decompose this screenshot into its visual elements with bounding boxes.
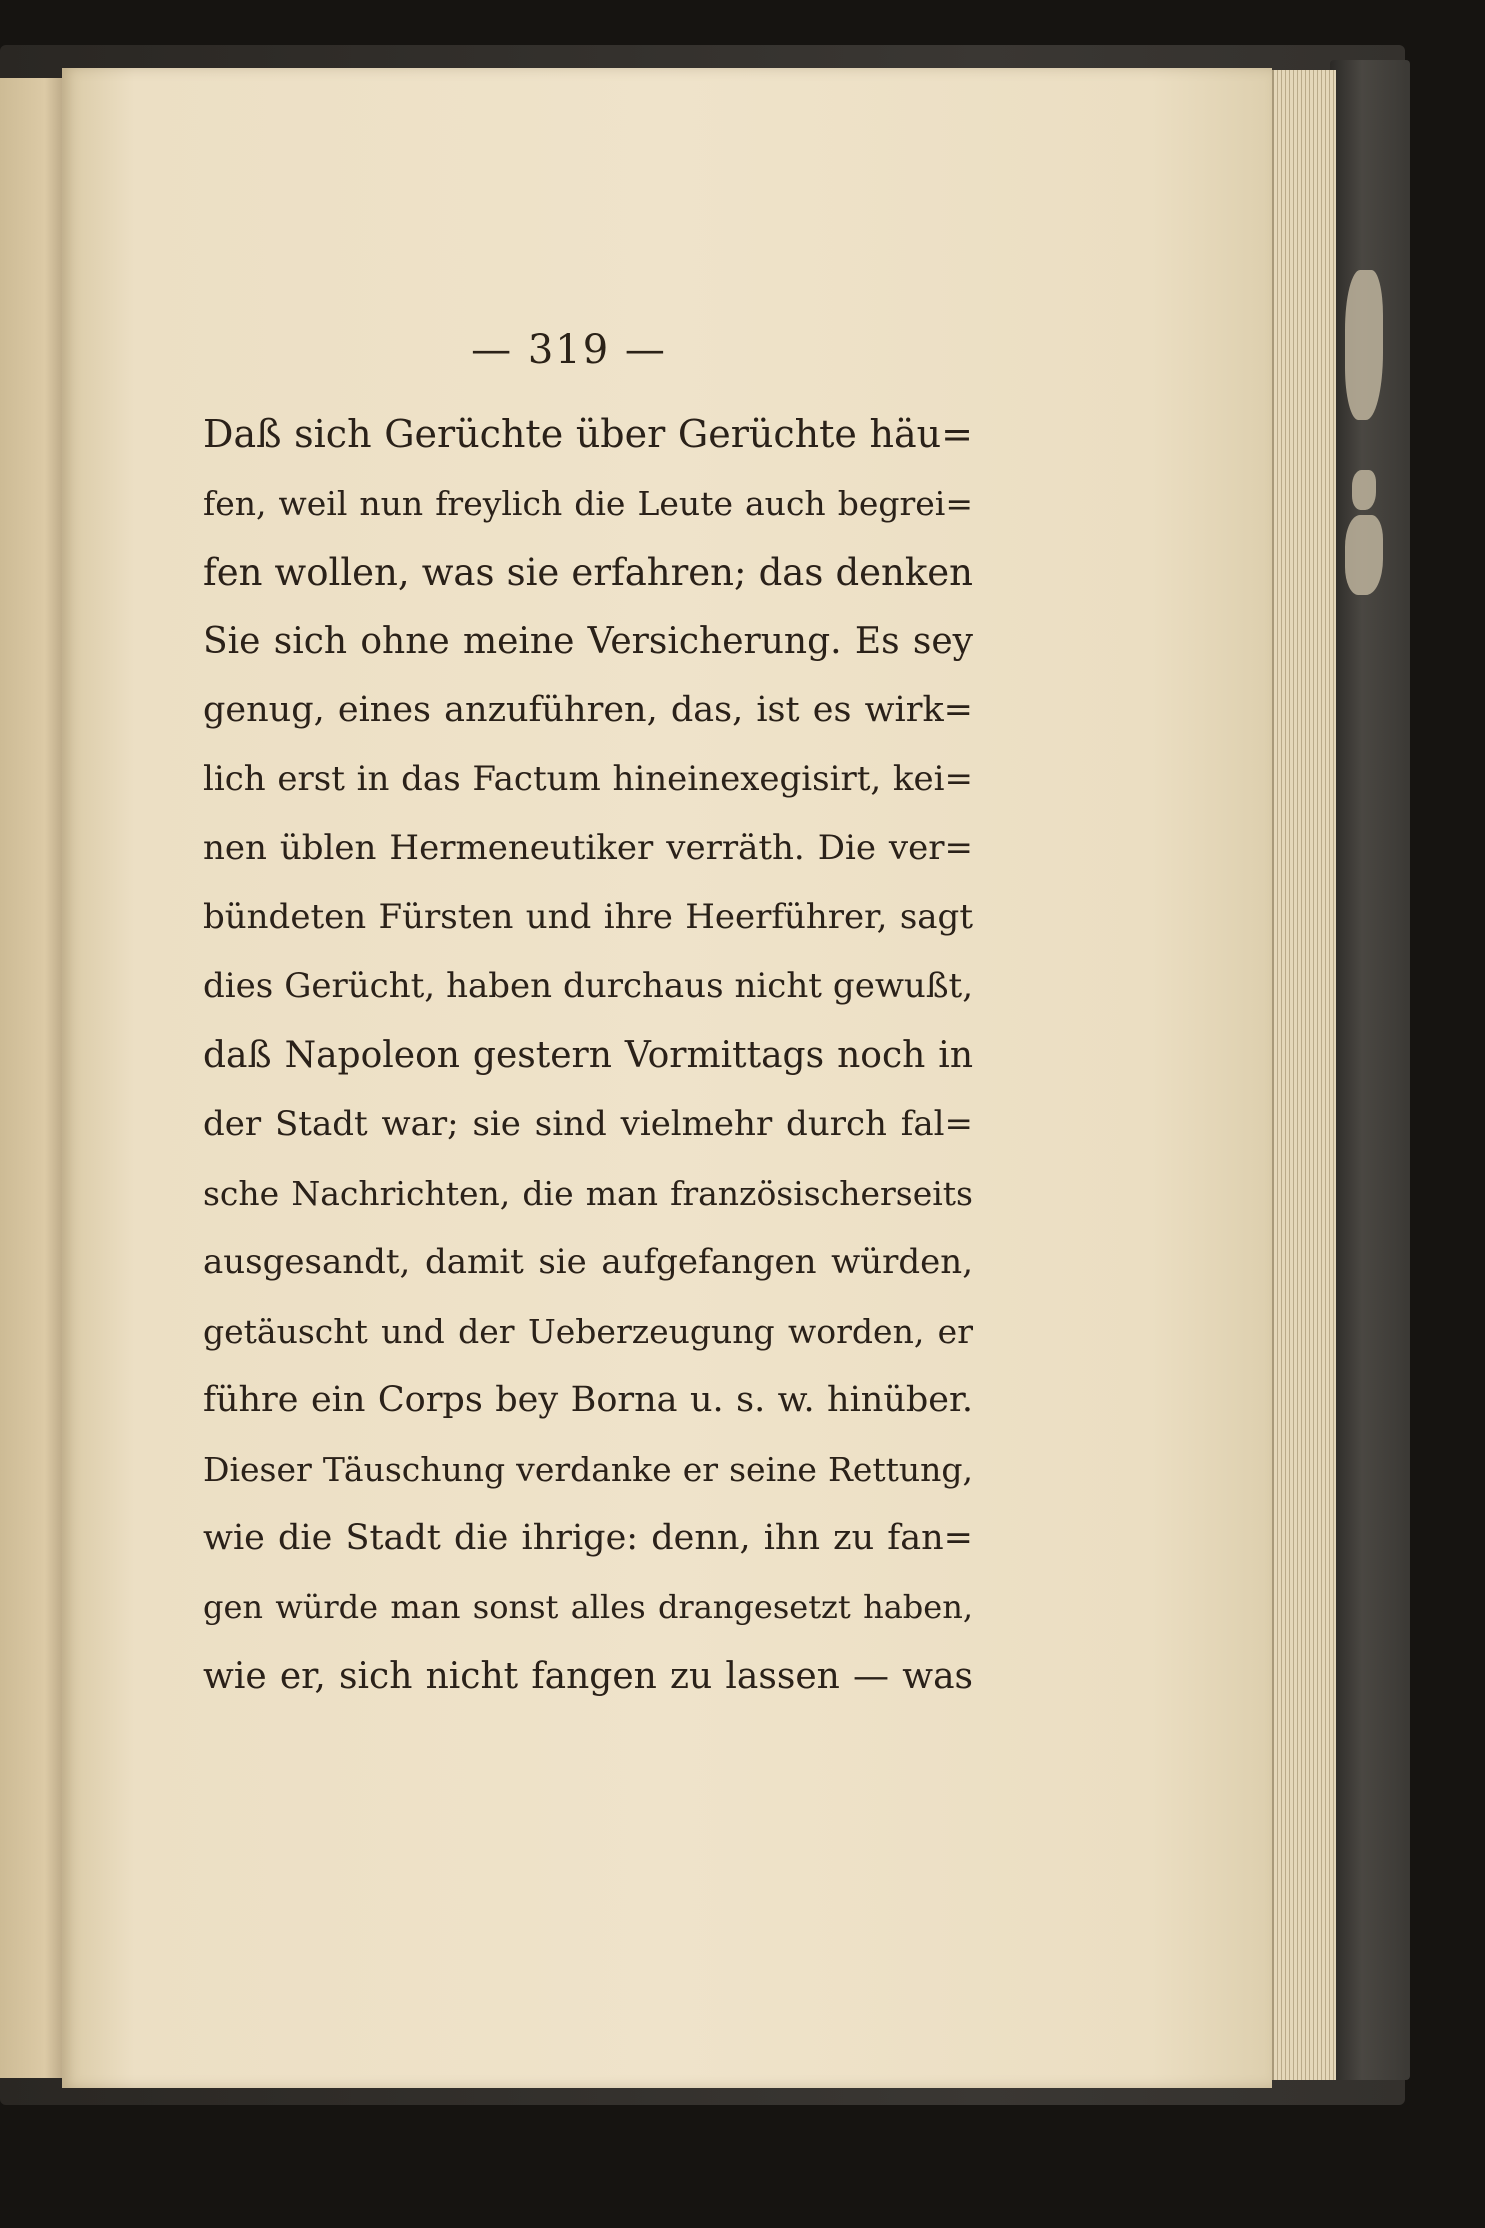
text-line: Dieser Täuschung verdanke er seine Rettung, [203,1450,973,1489]
text-line: fen wollen, was sie erfahren; das denken [203,551,973,594]
text-line: Daß sich Gerüchte über Gerüchte häu= [203,412,973,456]
page-stack-edge [1272,70,1336,2080]
text-line: nen üblen Hermeneutiker verräth. Die ver= [203,828,973,868]
text-line: lich erst in das Factum hineinexegisirt, kei= [203,759,973,799]
cover-wear-spot [1345,270,1383,420]
text-line: genug, eines anzuführen, das, ist es wirk= [203,690,973,730]
page-number-header: — 319 — [471,327,667,373]
text-line: dies Gerücht, haben durchaus nicht gewußt, [203,966,973,1006]
text-line: der Stadt war; sie sind vielmehr durch fal= [203,1104,973,1144]
text-line: führe ein Corps bey Borna u. s. w. hinüber. [203,1380,973,1420]
text-line: sche Nachrichten, die man französischerseits [203,1174,973,1213]
text-line: daß Napoleon gestern Vormittags noch in [203,1035,973,1076]
text-line: fen, weil nun freylich die Leute auch begrei= [203,484,973,523]
text-line: wie die Stadt die ihrige: denn, ihn zu fan= [203,1518,973,1558]
cover-wear-spot [1345,515,1383,595]
body-text [203,400,973,1711]
text-line: bündeten Fürsten und ihre Heerführer, sagt [203,897,973,937]
text-line: Sie sich ohne meine Versicherung. Es sey [203,621,973,662]
text-line: wie er, sich nicht fangen zu lassen — was [203,1656,973,1697]
text-line: ausgesandt, damit sie aufgefangen würden, [203,1242,973,1282]
cover-wear-spot [1352,470,1376,510]
text-line: getäuscht und der Ueberzeugung worden, er [203,1312,973,1351]
text-line: gen würde man sonst alles drangesetzt haben, [203,1588,973,1626]
